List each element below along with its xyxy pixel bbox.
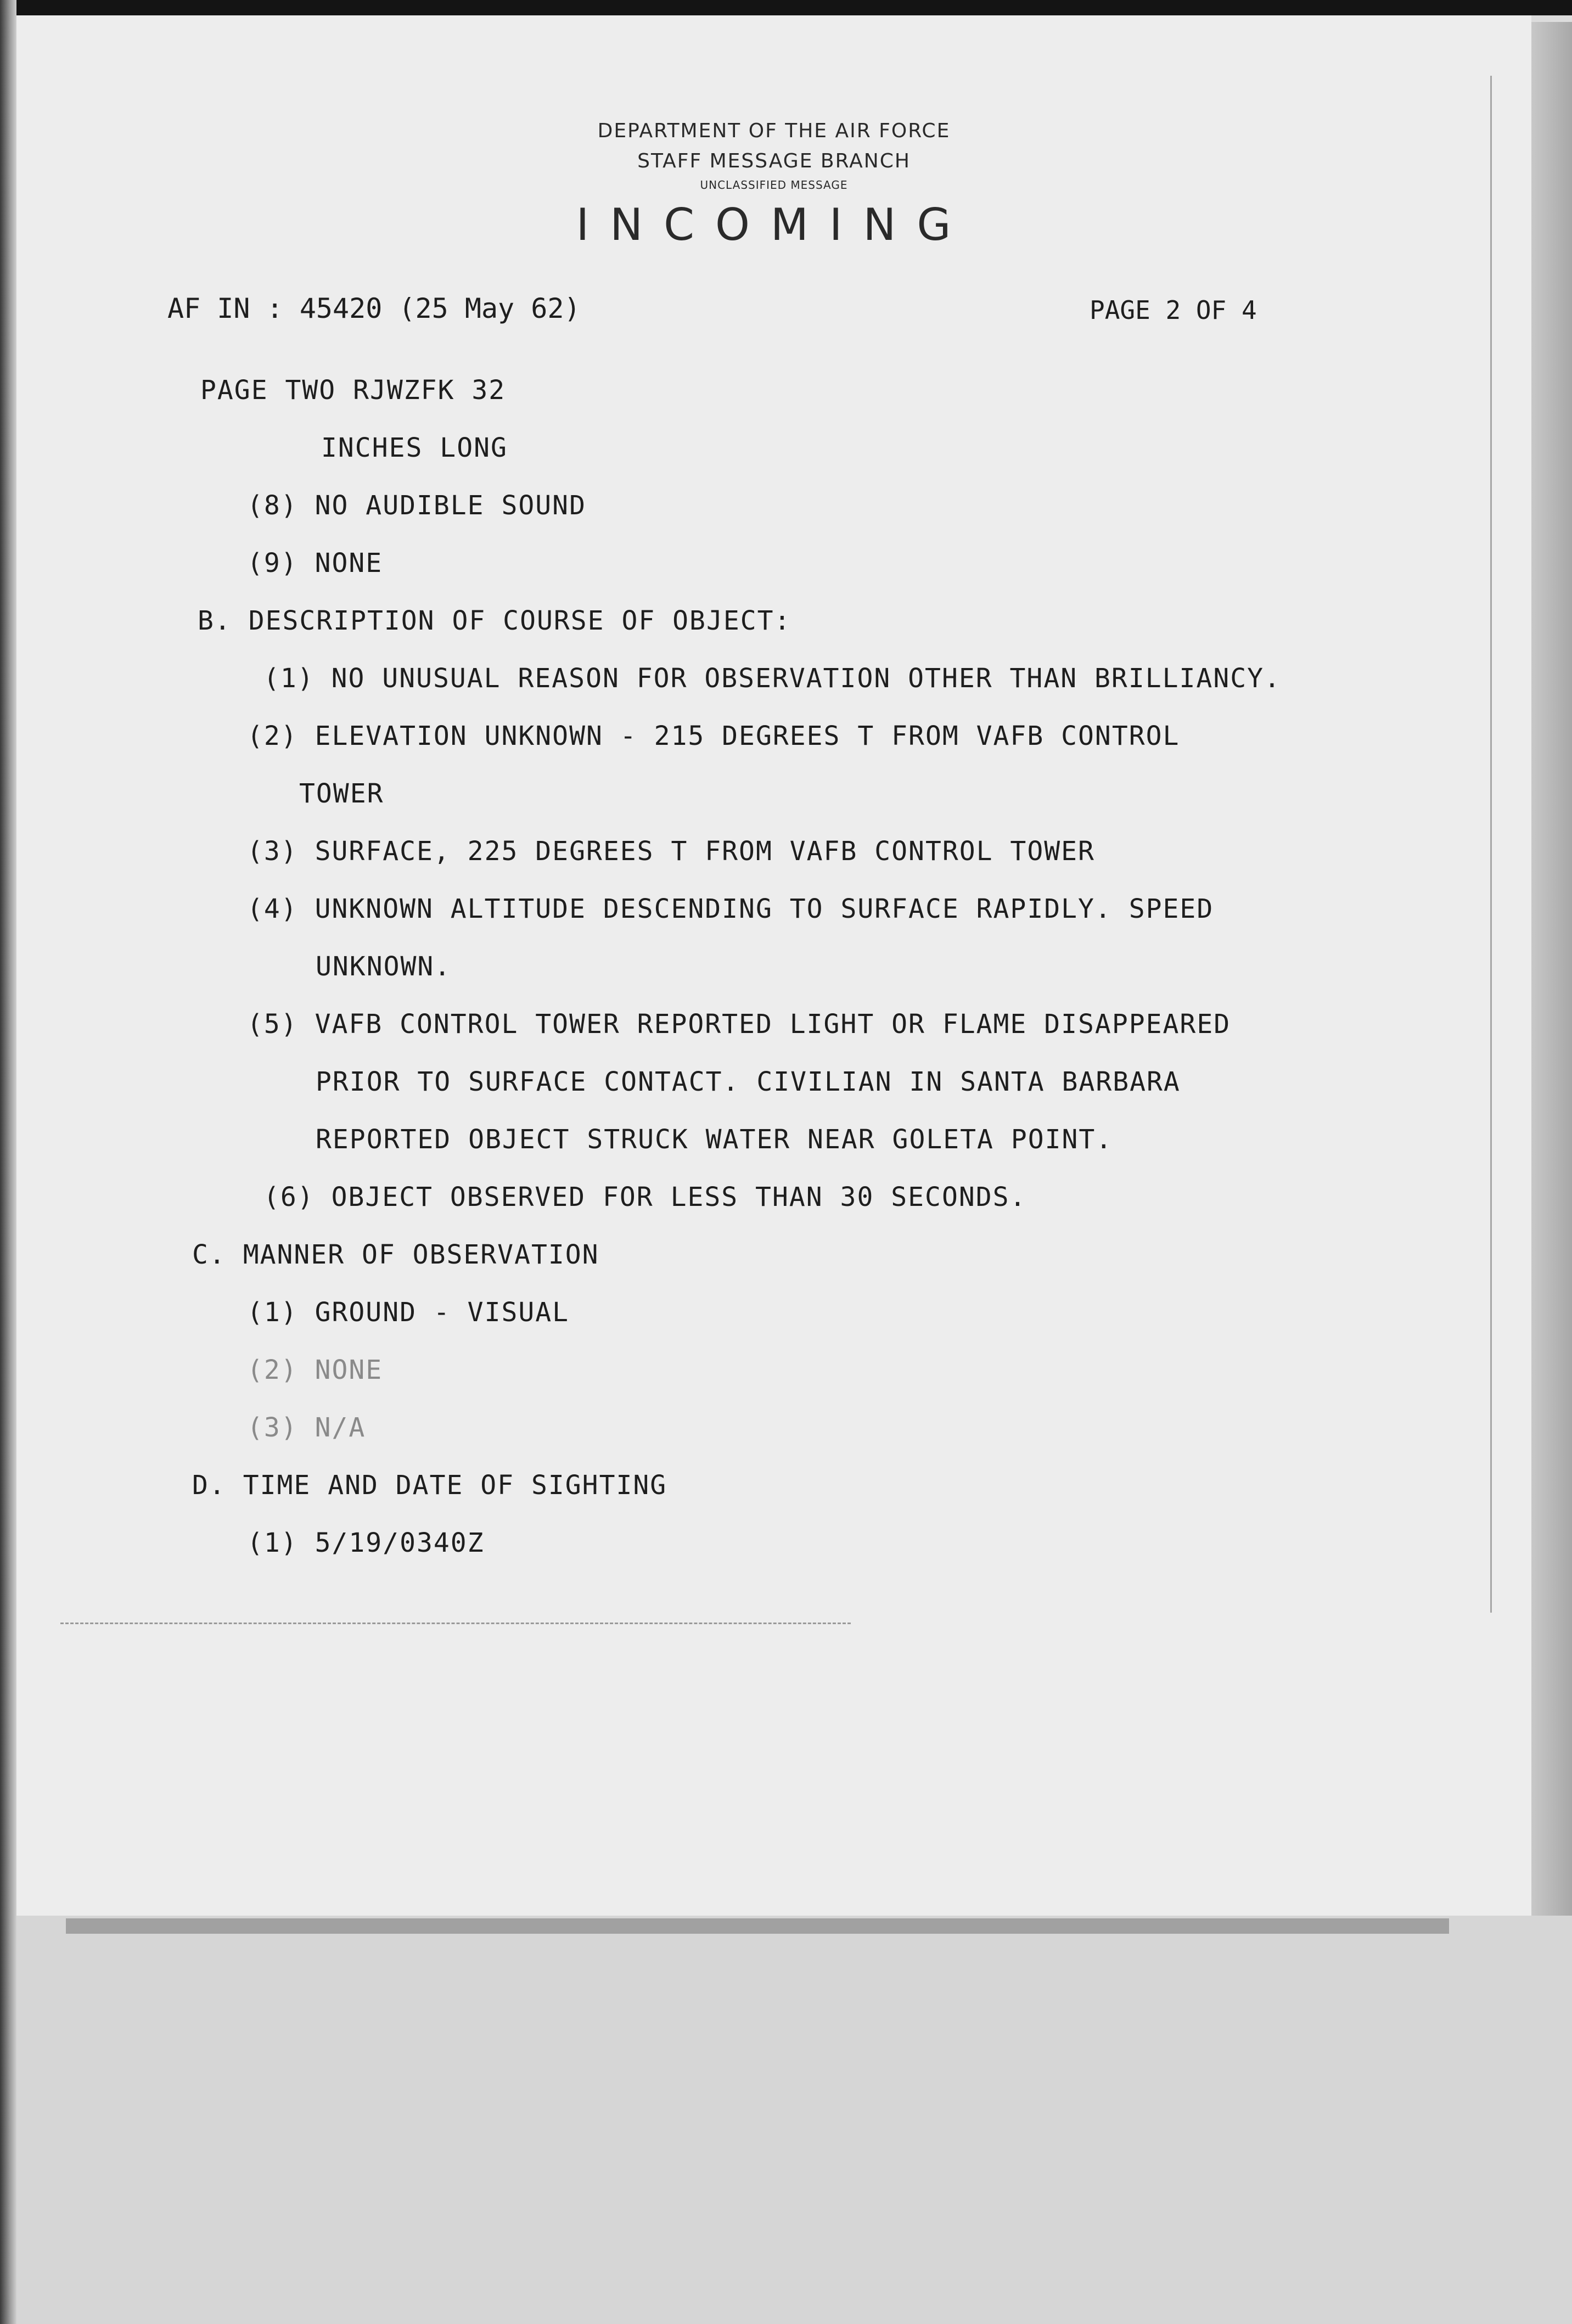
message-line: (8) NO AUDIBLE SOUND xyxy=(247,490,586,521)
scan-left-border xyxy=(0,0,16,2324)
message-line: INCHES LONG xyxy=(321,433,508,463)
section-heading: B. DESCRIPTION OF COURSE OF OBJECT: xyxy=(198,605,791,636)
page-edge-shadow xyxy=(66,1918,1449,1934)
department-heading: DEPARTMENT OF THE AIR FORCE xyxy=(597,120,951,142)
dashed-rule xyxy=(60,1623,851,1624)
message-line: PRIOR TO SURFACE CONTACT. CIVILIAN IN SANTA BARBARA xyxy=(316,1066,1181,1097)
message-line: PAGE TWO RJWZFK 32 xyxy=(200,375,506,406)
af-in-reference: AF IN : 45420 (25 May 62) xyxy=(167,293,581,324)
message-sheet xyxy=(16,15,1531,1916)
scan-right-edge xyxy=(1531,22,1572,1927)
scan-lower-background xyxy=(16,1916,1572,2324)
message-line: (1) 5/19/0340Z xyxy=(247,1528,485,1558)
message-line: REPORTED OBJECT STRUCK WATER NEAR GOLETA POINT. xyxy=(316,1124,1113,1155)
message-line: (6) OBJECT OBSERVED FOR LESS THAN 30 SECONDS. xyxy=(263,1182,1027,1212)
message-line: (3) SURFACE, 225 DEGREES T FROM VAFB CONTROL TOWER xyxy=(247,836,1095,867)
classification-heading: UNCLASSIFIED MESSAGE xyxy=(700,178,848,192)
message-line: (3) N/A xyxy=(247,1412,366,1443)
message-line: (4) UNKNOWN ALTITUDE DESCENDING TO SURFACE RAPIDLY. SPEED xyxy=(247,894,1214,924)
message-line: (2) NONE xyxy=(247,1355,383,1385)
section-heading: C. MANNER OF OBSERVATION xyxy=(192,1239,599,1270)
scan-top-border xyxy=(0,0,1572,15)
page-number: PAGE 2 OF 4 xyxy=(1090,295,1257,325)
message-line: (5) VAFB CONTROL TOWER REPORTED LIGHT OR FLAME DISAPPEARED xyxy=(247,1009,1231,1040)
message-line: TOWER xyxy=(299,778,384,809)
message-type-heading: INCOMING xyxy=(576,199,972,250)
branch-heading: STAFF MESSAGE BRANCH xyxy=(637,150,911,172)
right-margin-line xyxy=(1490,76,1492,1613)
message-line: (1) NO UNUSUAL REASON FOR OBSERVATION OTHER THAN BRILLIANCY. xyxy=(263,663,1281,694)
message-line: (2) ELEVATION UNKNOWN - 215 DEGREES T FROM VAFB CONTROL xyxy=(247,721,1180,751)
message-line: (9) NONE xyxy=(247,548,383,579)
message-line: (1) GROUND - VISUAL xyxy=(247,1297,570,1328)
section-heading: D. TIME AND DATE OF SIGHTING xyxy=(192,1470,667,1501)
message-line: UNKNOWN. xyxy=(316,951,452,982)
